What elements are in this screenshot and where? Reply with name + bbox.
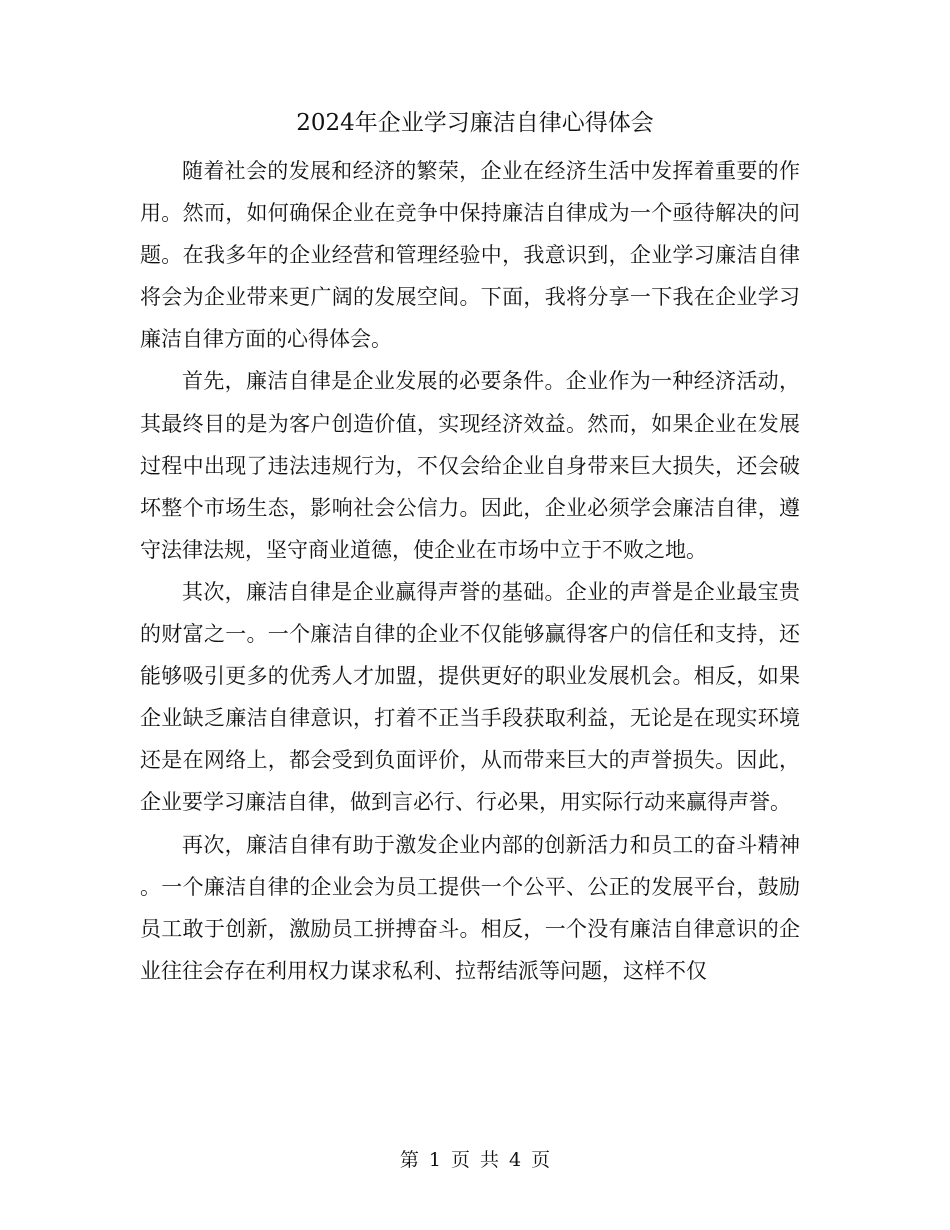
document-title: 2024年企业学习廉洁自律心得体会 — [296, 110, 654, 136]
paragraph-2: 首先，廉洁自律是企业发展的必要条件。企业作为一种经济活动，其最终目的是为客户创造价值，实现经济效益。然而，如果企业在发展过程中出现了违法违规行为，不仅会给企业自身带来巨大损失，还会破坏整个市场生态，影响社会公信力。因此，企业必须学会廉洁自律，遵守法律法规，坚守商业道德，使企业在市场中立于不败之地。 — [140, 369, 800, 562]
document-body — [140, 150, 800, 992]
paragraph-4: 再次，廉洁自律有助于激发企业内部的创新活力和员工的奋斗精神。一个廉洁自律的企业会为员工提供一个公平、公正的发展平台，鼓励员工敢于创新，激励员工拼搏奋斗。相反，一个没有廉洁自律意识的企业往往会存在利用权力谋求私利、拉帮结派等问题，这样不仅 — [140, 832, 800, 983]
paragraph-1: 随着社会的发展和经济的繁荣，企业在经济生活中发挥着重要的作用。然而，如何确保企业在竞争中保持廉洁自律成为一个亟待解决的问题。在我多年的企业经营和管理经验中，我意识到，企业学习廉洁自律将会为企业带来更广阔的发展空间。下面，我将分享一下我在企业学习廉洁自律方面的心得体会。 — [140, 159, 800, 352]
page-number-footer: 第 1 页 共 4 页 — [399, 1149, 551, 1171]
paragraph-3: 其次，廉洁自律是企业赢得声誉的基础。企业的声誉是企业最宝贵的财富之一。一个廉洁自律的企业不仅能够赢得客户的信任和支持，还能够吸引更多的优秀人才加盟，提供更好的职业发展机会。相反，如果企业缺乏廉洁自律意识，打着不正当手段获取利益，无论是在现实环境还是在网络上，都会受到负面评价，从而带来巨大的声誉损失。因此，企业要学习廉洁自律，做到言必行、行必果，用实际行动来赢得声誉。 — [140, 579, 800, 815]
